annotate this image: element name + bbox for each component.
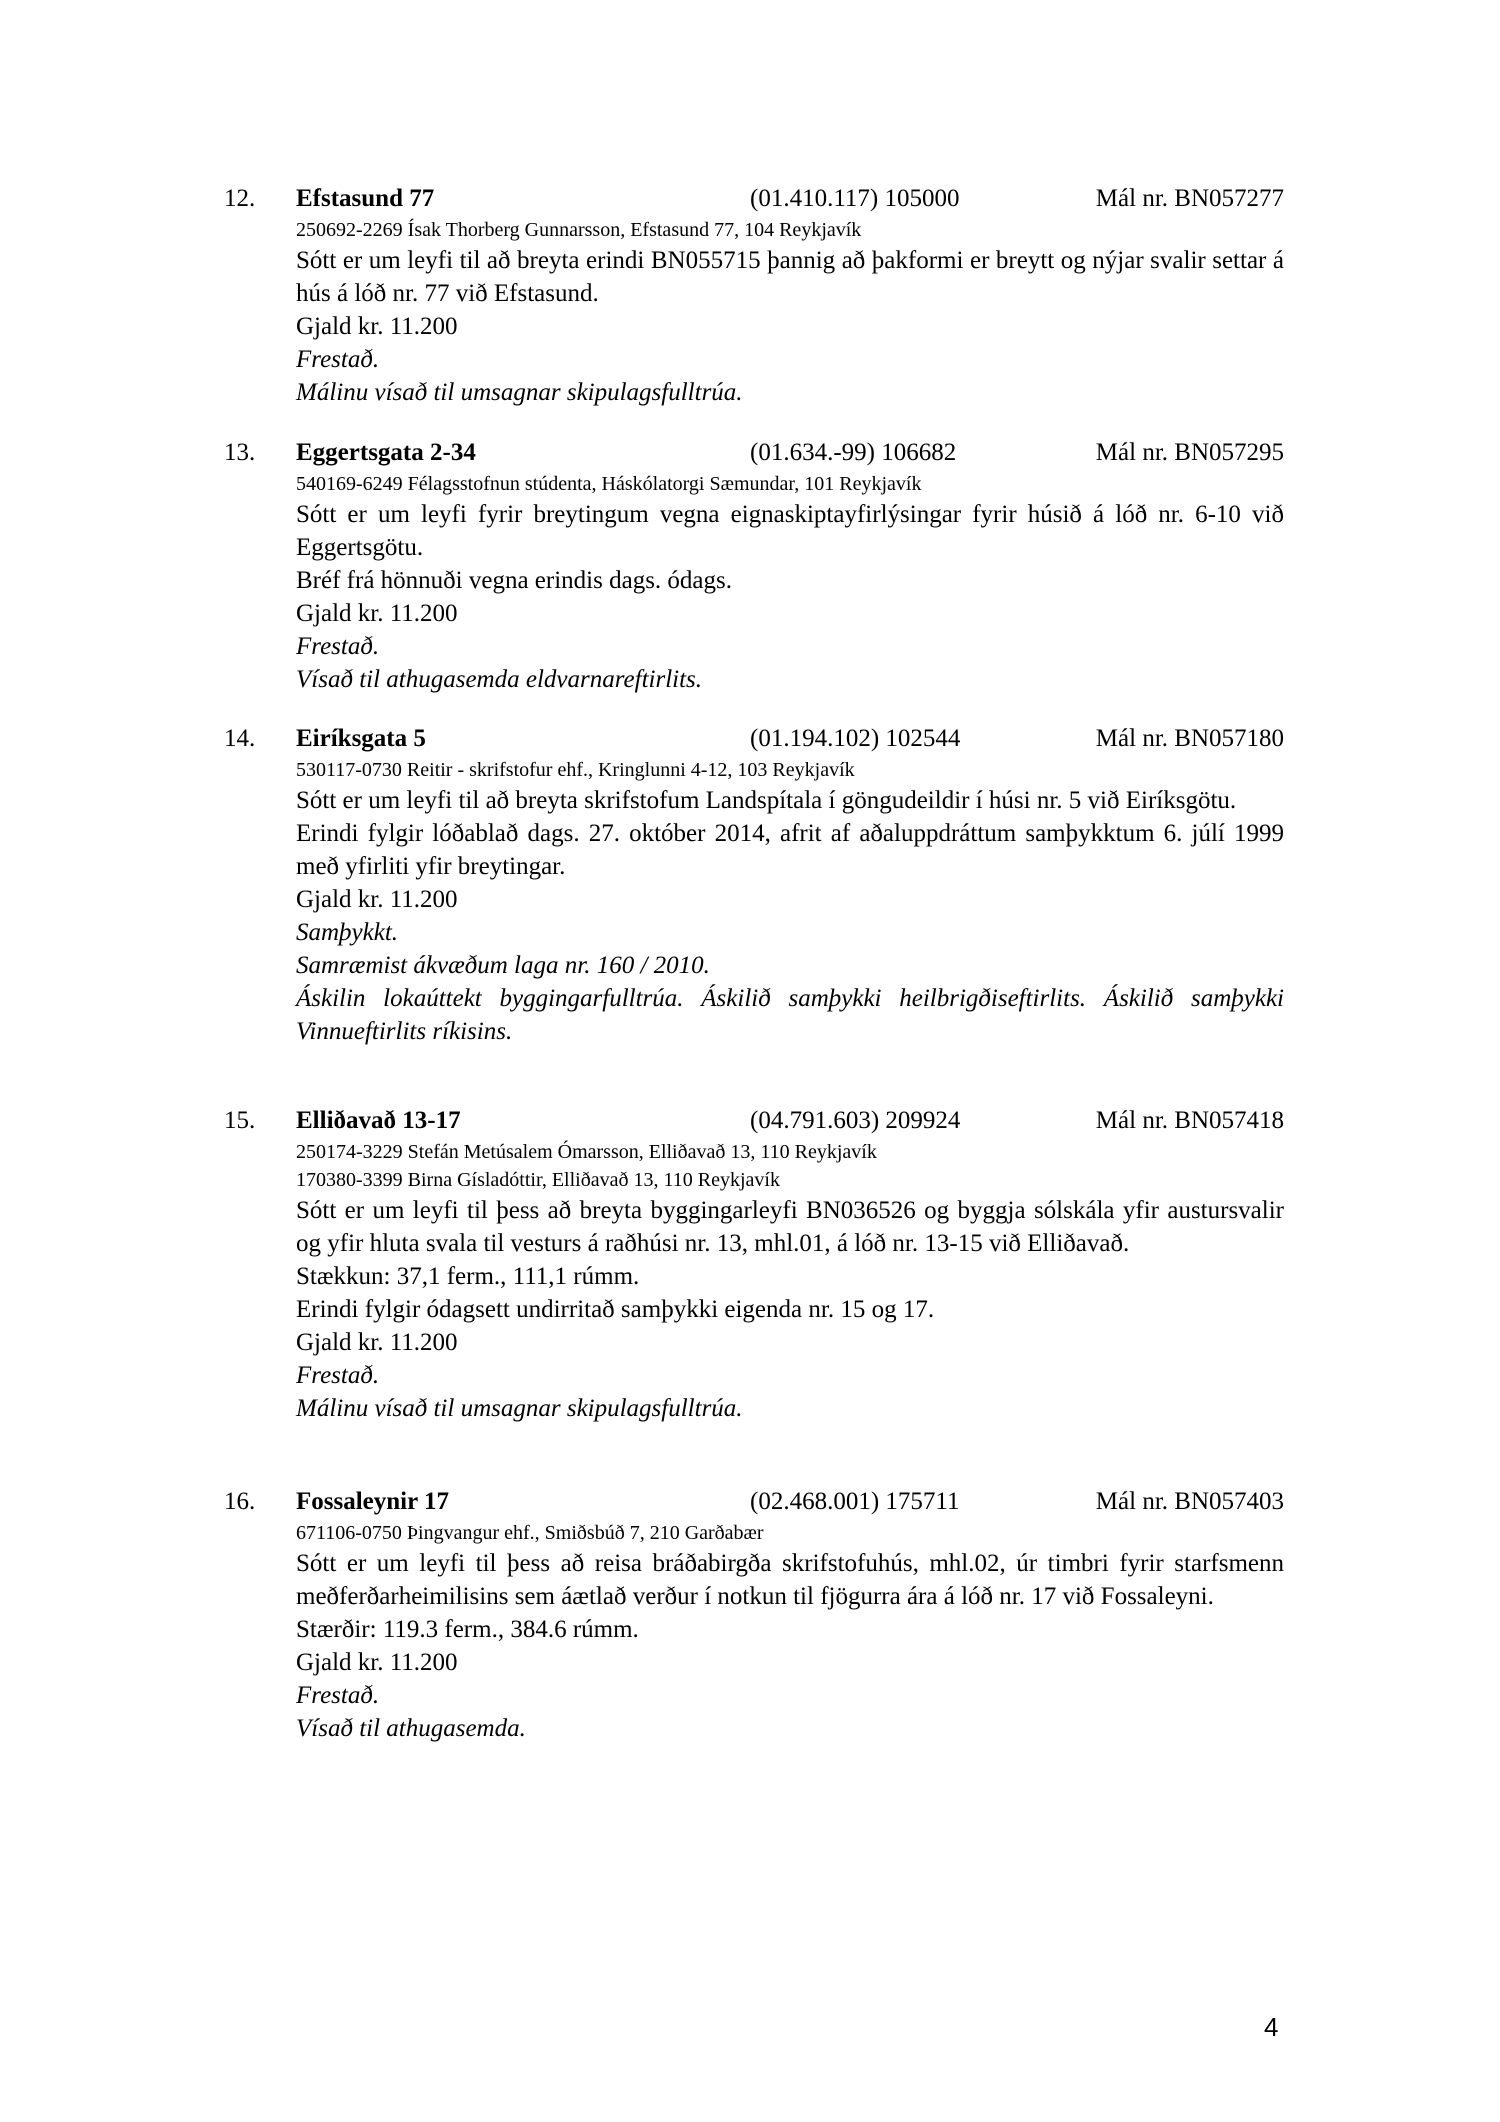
page-number: 4 bbox=[1264, 2012, 1279, 2042]
case-entry-12 bbox=[224, 182, 1284, 409]
entry-case-number: Mál nr. BN057277 bbox=[1095, 185, 1284, 212]
case-entry-15 bbox=[224, 1104, 1284, 1425]
entry-header bbox=[224, 182, 1284, 216]
entry-street: Efstasund 77 bbox=[296, 185, 435, 212]
entry-case-number: Mál nr. BN057403 bbox=[1095, 1488, 1284, 1515]
case-entry-16 bbox=[224, 1485, 1284, 1745]
entry-reference: (01.410.117) 105000 bbox=[750, 185, 960, 212]
entry-body bbox=[296, 1519, 1284, 1745]
entry-case-number: Mál nr. BN057295 bbox=[1095, 439, 1284, 466]
entry-reference: (01.194.102) 102544 bbox=[750, 725, 961, 752]
entry-note: Vísað til athugasemda. bbox=[296, 1715, 526, 1742]
case-entry-13 bbox=[224, 436, 1284, 696]
entry-applicant: 540169-6249 Félagsstofnun stúdenta, Háskólatorgi Sæmundar, 101 Reykjavík bbox=[296, 473, 922, 495]
entry-fee: Gjald kr. 11.200 bbox=[296, 1649, 458, 1676]
entry-note: Áskilin lokaúttekt byggingarfulltrúa. Áskilið samþykki heilbrigðiseftirlits. Áskilið samþykki Vinnueftirlits ríkisins. bbox=[296, 985, 1284, 1045]
entry-case-number: Mál nr. BN057180 bbox=[1095, 725, 1284, 752]
entry-number: 12. bbox=[224, 185, 256, 212]
entry-extra: Erindi fylgir lóðablað dags. 27. október 2014, afrit af aðaluppdráttum samþykktum 6. júlí 1999 með yfirliti yfir breytingar. bbox=[296, 820, 1284, 880]
entry-body bbox=[296, 470, 1284, 696]
entry-applicant: 250692-2269 Ísak Thorberg Gunnarsson, Efstasund 77, 104 Reykjavík bbox=[296, 219, 862, 241]
entry-fee: Gjald kr. 11.200 bbox=[296, 1329, 458, 1356]
entry-reference: (01.634.-99) 106682 bbox=[750, 439, 957, 466]
entry-body bbox=[296, 1138, 1284, 1425]
entry-decision: Frestað. bbox=[296, 1362, 380, 1389]
entry-note: Málinu vísað til umsagnar skipulagsfulltrúa. bbox=[296, 1395, 743, 1422]
entry-case-number: Mál nr. BN057418 bbox=[1095, 1107, 1284, 1134]
entry-header bbox=[224, 722, 1284, 756]
entry-number: 14. bbox=[224, 725, 256, 752]
entry-fee: Gjald kr. 11.200 bbox=[296, 600, 458, 627]
entry-applicant: 170380-3399 Birna Gísladóttir, Elliðavað 13, 110 Reykjavík bbox=[296, 1169, 780, 1191]
entry-decision: Frestað. bbox=[296, 633, 380, 660]
entry-reference: (02.468.001) 175711 bbox=[750, 1488, 960, 1515]
entry-street: Eiríksgata 5 bbox=[296, 725, 426, 752]
entry-header bbox=[224, 1485, 1284, 1519]
entry-note: Samræmist ákvæðum laga nr. 160 / 2010. bbox=[296, 952, 710, 979]
entry-street: Elliðavað 13-17 bbox=[296, 1107, 461, 1134]
entry-decision: Frestað. bbox=[296, 346, 380, 373]
entry-description: Sótt er um leyfi til að breyta erindi BN055715 þannig að þakformi er breytt og nýjar svalir settar á hús á lóð nr. 77 við Efstasund. bbox=[296, 247, 1284, 307]
entry-decision: Frestað. bbox=[296, 1682, 380, 1709]
entry-extra: Stækkun: 37,1 ferm., 111,1 rúmm. bbox=[296, 1263, 640, 1290]
entry-decision: Samþykkt. bbox=[296, 919, 399, 946]
entry-body bbox=[296, 756, 1284, 1048]
entry-header bbox=[224, 1104, 1284, 1138]
entry-extra: Erindi fylgir ódagsett undirritað samþykki eigenda nr. 15 og 17. bbox=[296, 1296, 935, 1323]
entry-applicant: 250174-3229 Stefán Metúsalem Ómarsson, Elliðavað 13, 110 Reykjavík bbox=[296, 1141, 877, 1163]
entry-note: Vísað til athugasemda eldvarnareftirlits. bbox=[296, 666, 703, 693]
entry-applicant: 671106-0750 Þingvangur ehf., Smiðsbúð 7, 210 Garðabær bbox=[296, 1522, 764, 1544]
entry-extra: Bréf frá hönnuði vegna erindis dags. ódags. bbox=[296, 567, 732, 594]
entry-fee: Gjald kr. 11.200 bbox=[296, 886, 458, 913]
entry-number: 13. bbox=[224, 439, 256, 466]
entry-reference: (04.791.603) 209924 bbox=[750, 1107, 961, 1134]
entry-description: Sótt er um leyfi til þess að reisa bráðabirgða skrifstofuhús, mhl.02, úr timbri fyrir starfsmenn meðferðarheimilisins sem áætlað verður í notkun til fjögurra ára á lóð nr. 17 við Fossaleyni. bbox=[296, 1550, 1284, 1610]
entry-applicant: 530117-0730 Reitir - skrifstofur ehf., Kringlunni 4-12, 103 Reykjavík bbox=[296, 759, 855, 781]
entry-extra: Stærðir: 119.3 ferm., 384.6 rúmm. bbox=[296, 1616, 639, 1643]
entry-description: Sótt er um leyfi til að breyta skrifstofum Landspítala í göngudeildir í húsi nr. 5 við Eiríksgötu. bbox=[296, 787, 1237, 814]
entry-street: Fossaleynir 17 bbox=[296, 1488, 450, 1515]
case-entry-14 bbox=[224, 722, 1284, 1048]
entry-description: Sótt er um leyfi til þess að breyta byggingarleyfi BN036526 og byggja sólskála yfir austursvalir og yfir hluta svala til vesturs á raðhúsi nr. 13, mhl.01, á lóð nr. 13-15 við Elliðavað. bbox=[296, 1197, 1284, 1257]
entry-description: Sótt er um leyfi fyrir breytingum vegna eignaskiptayfirlýsingar fyrir húsið á lóð nr. 6-10 við Eggertsgötu. bbox=[296, 501, 1284, 561]
entry-note: Málinu vísað til umsagnar skipulagsfulltrúa. bbox=[296, 379, 743, 406]
entry-fee: Gjald kr. 11.200 bbox=[296, 313, 458, 340]
entry-number: 16. bbox=[224, 1488, 256, 1515]
entry-body bbox=[296, 216, 1284, 409]
entry-header bbox=[224, 436, 1284, 470]
entry-street: Eggertsgata 2-34 bbox=[296, 439, 476, 466]
entry-number: 15. bbox=[224, 1107, 256, 1134]
